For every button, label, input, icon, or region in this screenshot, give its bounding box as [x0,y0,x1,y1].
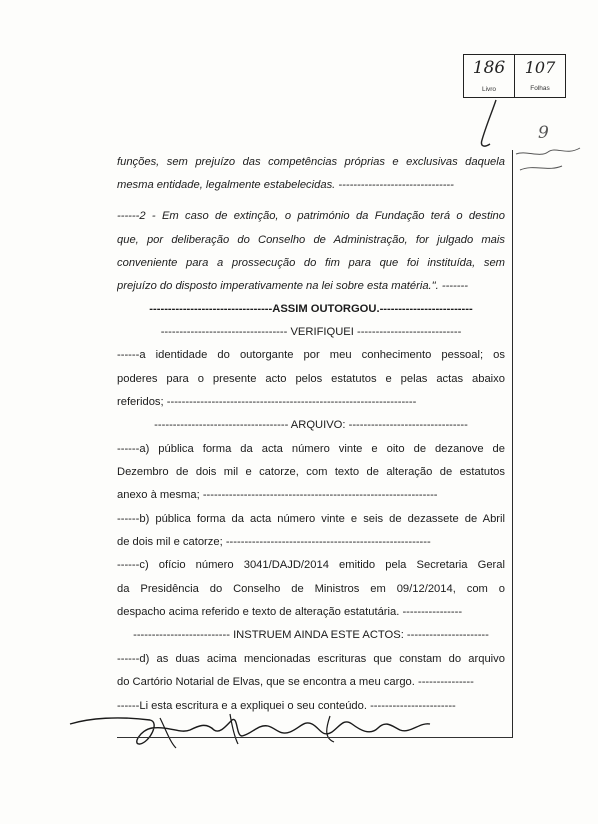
folio-number: 107 [524,58,556,77]
text-line: que, por deliberação do Conselho de Administração, for julgado mais [117,234,505,246]
section-heading: ---------------------------------ASSIM OUTORGOU.------------------------- [149,303,473,315]
section-heading: ---------------------------------- VERIFIQUEI ---------------------------- [160,326,462,338]
margin-scrawl [516,148,580,170]
text-line: prejuízo do disposto imperativamente na lei sobre esta matéria.". ------- [117,280,468,292]
section-heading: -------------------------- INSTRUEM AINDA ESTE ACTOS: ---------------------- [133,629,489,641]
text-line: da Presidência do Conselho de Ministros em 09/12/2014, com o [117,583,505,595]
signature [70,718,430,744]
text-line: mesma entidade, legalmente estabelecidas. ------------------------------- [117,179,454,191]
text-line: ------Li esta escritura e a expliquei o seu conteúdo. ----------------------- [117,700,456,712]
text-line: Dezembro de dois mil e catorze, com texto de alteração de estatutos [117,466,505,478]
text-line: ------2 - Em caso de extinção, o património da Fundação terá o destino [117,210,505,222]
right-margin-line [512,150,513,738]
text-line: ------a) pública forma da acta número vinte e oito de dezanove de [117,443,505,455]
text-line: ------c) ofício número 3041/DAJD/2014 emitido pela Secretaria Geral [117,559,505,571]
initial-scrawl [481,100,496,146]
signature-baseline [117,737,512,738]
book-label: Livro [481,86,497,93]
text-line: referidos; ------------------------------------------------------------------- [117,396,417,408]
text-line: do Cartório Notarial de Elvas, que se encontra a meu cargo. --------------- [117,676,474,688]
text-line: de dois mil e catorze; ------------------------------------------------------- [117,536,431,548]
text-line: poderes para o presente acto pelos estatutos e pelas actas abaixo [117,373,505,385]
text-line: ------a identidade do outorgante por meu conhecimento pessoal; os [117,349,505,361]
text-line: ------b) pública forma da acta número vinte e seis de dezassete de Abril [117,513,505,525]
text-line: anexo à mesma; --------------------------------------------------------------- [117,489,438,501]
margin-note: 9 [538,123,549,143]
text-line: despacho acima referido e texto de alteração estatutária. ---------------- [117,606,463,618]
book-number: 186 [472,58,506,78]
folio-label: Folhas [530,85,550,92]
text-line: ------d) as duas acima mencionadas escrituras que constam do arquivo [117,653,505,665]
text-line: conveniente para a prossecução do fim para que foi instituída, sem [117,257,505,269]
text-line: funções, sem prejuízo das competências próprias e exclusivas daquela [117,156,505,168]
section-heading: ------------------------------------ ARQUIVO: -------------------------------- [154,419,468,431]
